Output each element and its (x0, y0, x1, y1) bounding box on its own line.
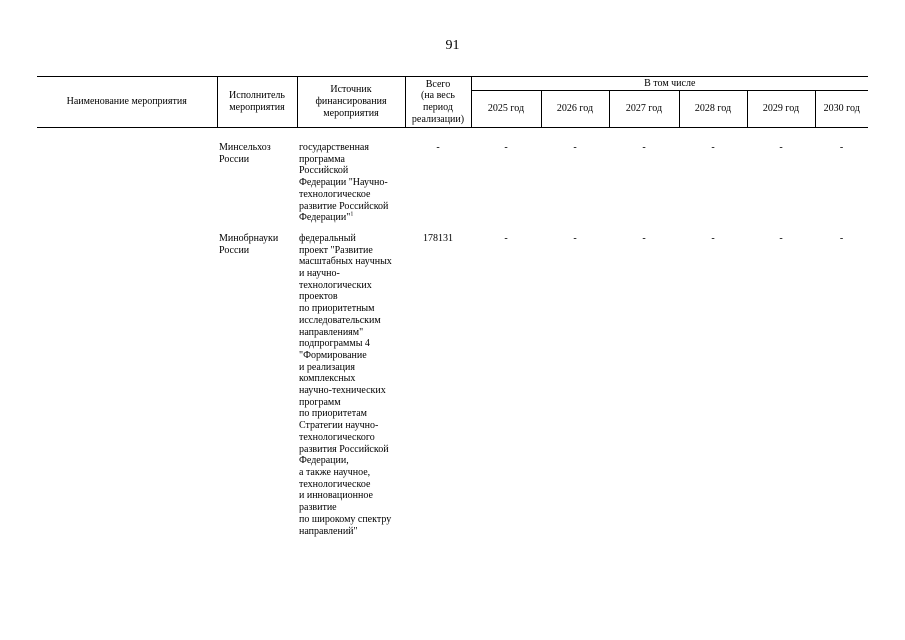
row-source: федеральный проект "Развитие масштабных научных и научно- технологических проектов по приоритетным исследовательским направлениям" подпрограммы 4 "Формирование и реализация комплексных научно-технических программ по приоритетам Стратегии научно- технологического развития Российской Федерации, а также научное, технологическое и инновационное развитие по широкому спектру направлений" (299, 232, 392, 537)
row-value-2029: - (779, 142, 783, 153)
row-source (297, 128, 405, 224)
footnote-marker: 1 (350, 211, 354, 218)
row-value-2027: - (642, 142, 646, 153)
row-value-2030: - (839, 142, 844, 153)
header-year-2025: 2025 год (471, 91, 541, 128)
row-source-text: государственная программа Российской Федерации "Научно- технологическое развитие Российской Федерации" (299, 142, 389, 224)
row-value-2029: - (779, 232, 783, 244)
row-executor: Минобрнауки России (219, 232, 279, 256)
row-value-2027: - (642, 232, 646, 244)
row-value-2025: - (504, 142, 508, 153)
header-executor: Исполнитель мероприятия (217, 77, 297, 128)
header-year-2026: 2026 год (541, 91, 609, 128)
row-value-2030: - (839, 232, 844, 244)
header-source: Источник финансирования мероприятия (297, 77, 405, 128)
page-number: 91 (445, 38, 460, 53)
table-row (37, 128, 868, 224)
activities-table (37, 76, 868, 537)
row-name (37, 224, 217, 537)
row-value-2025: - (504, 232, 508, 244)
row-name (37, 128, 217, 224)
table-row (37, 224, 868, 537)
header-year-2030: 2030 год (815, 91, 868, 128)
header-total: Всего (на весь период реализации) (405, 77, 471, 128)
row-value-2026: - (573, 142, 577, 153)
row-executor: Минсельхоз России (219, 142, 271, 165)
header-year-2029: 2029 год (747, 91, 815, 128)
header-name: Наименование мероприятия (37, 77, 217, 128)
header-year-2028: 2028 год (679, 91, 747, 128)
header-year-2027: 2027 год (609, 91, 679, 128)
row-value-2026: - (573, 232, 577, 244)
row-total: 178131 (423, 232, 453, 244)
row-total: - (436, 142, 440, 153)
row-value-2028: - (711, 232, 715, 244)
header-including: В том числе (471, 77, 868, 91)
row-value-2028: - (711, 142, 715, 153)
